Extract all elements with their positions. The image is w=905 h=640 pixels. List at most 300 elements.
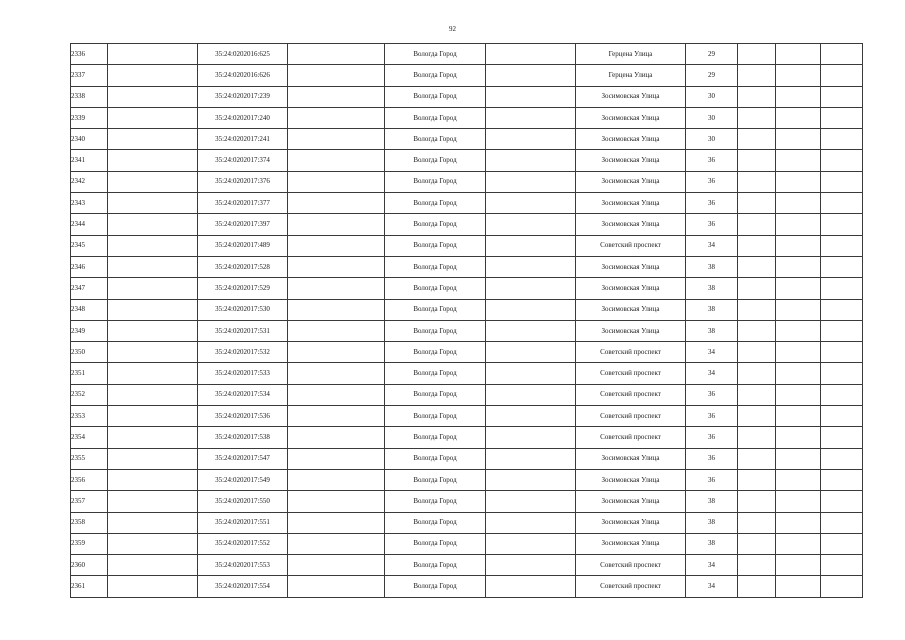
blank-cell-b: [288, 384, 385, 405]
cadastral-number-cell: 35:24:0202017:239: [198, 86, 288, 107]
blank-cell-d: [738, 44, 776, 65]
record-number-cell: 2350: [71, 342, 108, 363]
house-number-cell: 30: [686, 107, 738, 128]
cadastral-number-cell: 35:24:0202017:528: [198, 256, 288, 277]
blank-cell-f: [821, 235, 863, 256]
blank-cell-c: [486, 193, 576, 214]
record-number-cell: 2352: [71, 384, 108, 405]
locality-cell: Вологда Город: [385, 469, 486, 490]
table-row: [71, 235, 863, 256]
record-number-cell: 2356: [71, 469, 108, 490]
blank-cell-c: [486, 342, 576, 363]
blank-cell-b: [288, 256, 385, 277]
record-number-cell: 2359: [71, 533, 108, 554]
blank-cell-a: [108, 214, 198, 235]
blank-cell-a: [108, 555, 198, 576]
cadastral-number-cell: 35:24:0202017:240: [198, 107, 288, 128]
blank-cell-f: [821, 299, 863, 320]
blank-cell-a: [108, 171, 198, 192]
house-number-cell: 36: [686, 469, 738, 490]
house-number-cell: 29: [686, 44, 738, 65]
record-number-cell: 2347: [71, 278, 108, 299]
blank-cell-b: [288, 491, 385, 512]
table-row: [71, 384, 863, 405]
street-cell: Зосимовская Улица: [576, 320, 686, 341]
blank-cell-c: [486, 533, 576, 554]
record-number-cell: 2338: [71, 86, 108, 107]
blank-cell-a: [108, 129, 198, 150]
table-row: [71, 129, 863, 150]
blank-cell-f: [821, 384, 863, 405]
table-row: [71, 320, 863, 341]
blank-cell-e: [776, 193, 821, 214]
registry-table: [70, 43, 863, 598]
table-row: [71, 491, 863, 512]
blank-cell-a: [108, 299, 198, 320]
street-cell: Советский проспект: [576, 427, 686, 448]
blank-cell-d: [738, 235, 776, 256]
table-row: [71, 342, 863, 363]
locality-cell: Вологда Город: [385, 44, 486, 65]
table-row: [71, 278, 863, 299]
blank-cell-a: [108, 86, 198, 107]
blank-cell-d: [738, 406, 776, 427]
street-cell: Зосимовская Улица: [576, 512, 686, 533]
blank-cell-b: [288, 171, 385, 192]
blank-cell-c: [486, 363, 576, 384]
table-row: [71, 150, 863, 171]
blank-cell-e: [776, 107, 821, 128]
blank-cell-c: [486, 256, 576, 277]
record-number-cell: 2360: [71, 555, 108, 576]
blank-cell-b: [288, 576, 385, 597]
locality-cell: Вологда Город: [385, 235, 486, 256]
record-number-cell: 2349: [71, 320, 108, 341]
blank-cell-f: [821, 533, 863, 554]
street-cell: Зосимовская Улица: [576, 299, 686, 320]
locality-cell: Вологда Город: [385, 533, 486, 554]
street-cell: Зосимовская Улица: [576, 214, 686, 235]
street-cell: Советский проспект: [576, 384, 686, 405]
record-number-cell: 2348: [71, 299, 108, 320]
blank-cell-b: [288, 44, 385, 65]
house-number-cell: 38: [686, 256, 738, 277]
blank-cell-e: [776, 363, 821, 384]
blank-cell-a: [108, 406, 198, 427]
cadastral-number-cell: 35:24:0202017:550: [198, 491, 288, 512]
blank-cell-a: [108, 44, 198, 65]
table-row: [71, 576, 863, 597]
cadastral-number-cell: 35:24:0202017:549: [198, 469, 288, 490]
cadastral-number-cell: 35:24:0202016:625: [198, 44, 288, 65]
cadastral-number-cell: 35:24:0202017:489: [198, 235, 288, 256]
blank-cell-f: [821, 512, 863, 533]
blank-cell-d: [738, 193, 776, 214]
locality-cell: Вологда Город: [385, 278, 486, 299]
record-number-cell: 2361: [71, 576, 108, 597]
blank-cell-c: [486, 278, 576, 299]
locality-cell: Вологда Город: [385, 427, 486, 448]
locality-cell: Вологда Город: [385, 342, 486, 363]
blank-cell-f: [821, 86, 863, 107]
blank-cell-e: [776, 129, 821, 150]
blank-cell-b: [288, 320, 385, 341]
street-cell: Зосимовская Улица: [576, 107, 686, 128]
blank-cell-c: [486, 65, 576, 86]
street-cell: Зосимовская Улица: [576, 171, 686, 192]
blank-cell-e: [776, 278, 821, 299]
blank-cell-f: [821, 427, 863, 448]
blank-cell-d: [738, 65, 776, 86]
house-number-cell: 36: [686, 193, 738, 214]
street-cell: Советский проспект: [576, 576, 686, 597]
record-number-cell: 2345: [71, 235, 108, 256]
blank-cell-d: [738, 86, 776, 107]
cadastral-number-cell: 35:24:0202017:530: [198, 299, 288, 320]
locality-cell: Вологда Город: [385, 320, 486, 341]
record-number-cell: 2344: [71, 214, 108, 235]
blank-cell-a: [108, 469, 198, 490]
cadastral-number-cell: 35:24:0202017:532: [198, 342, 288, 363]
blank-cell-b: [288, 469, 385, 490]
street-cell: Зосимовская Улица: [576, 256, 686, 277]
table-row: [71, 406, 863, 427]
blank-cell-b: [288, 214, 385, 235]
blank-cell-f: [821, 193, 863, 214]
locality-cell: Вологда Город: [385, 491, 486, 512]
locality-cell: Вологда Город: [385, 256, 486, 277]
blank-cell-b: [288, 235, 385, 256]
blank-cell-d: [738, 107, 776, 128]
blank-cell-e: [776, 469, 821, 490]
blank-cell-e: [776, 555, 821, 576]
blank-cell-c: [486, 129, 576, 150]
registry-table-body: [71, 44, 863, 598]
house-number-cell: 34: [686, 576, 738, 597]
table-row: [71, 363, 863, 384]
house-number-cell: 38: [686, 278, 738, 299]
blank-cell-a: [108, 193, 198, 214]
blank-cell-f: [821, 256, 863, 277]
blank-cell-f: [821, 576, 863, 597]
blank-cell-b: [288, 299, 385, 320]
blank-cell-b: [288, 406, 385, 427]
blank-cell-f: [821, 469, 863, 490]
locality-cell: Вологда Город: [385, 193, 486, 214]
house-number-cell: 36: [686, 427, 738, 448]
blank-cell-f: [821, 363, 863, 384]
blank-cell-a: [108, 320, 198, 341]
blank-cell-d: [738, 342, 776, 363]
blank-cell-f: [821, 555, 863, 576]
table-row: [71, 427, 863, 448]
street-cell: Зосимовская Улица: [576, 533, 686, 554]
blank-cell-b: [288, 342, 385, 363]
blank-cell-f: [821, 278, 863, 299]
table-row: [71, 256, 863, 277]
table-row: [71, 107, 863, 128]
table-row: [71, 171, 863, 192]
blank-cell-d: [738, 150, 776, 171]
blank-cell-f: [821, 171, 863, 192]
blank-cell-d: [738, 278, 776, 299]
blank-cell-b: [288, 107, 385, 128]
blank-cell-a: [108, 65, 198, 86]
blank-cell-e: [776, 256, 821, 277]
blank-cell-e: [776, 171, 821, 192]
blank-cell-f: [821, 342, 863, 363]
blank-cell-d: [738, 363, 776, 384]
street-cell: Зосимовская Улица: [576, 150, 686, 171]
blank-cell-b: [288, 533, 385, 554]
house-number-cell: 38: [686, 533, 738, 554]
cadastral-number-cell: 35:24:0202017:536: [198, 406, 288, 427]
record-number-cell: 2354: [71, 427, 108, 448]
house-number-cell: 36: [686, 214, 738, 235]
blank-cell-f: [821, 448, 863, 469]
blank-cell-d: [738, 491, 776, 512]
blank-cell-c: [486, 427, 576, 448]
record-number-cell: 2357: [71, 491, 108, 512]
blank-cell-e: [776, 65, 821, 86]
blank-cell-c: [486, 512, 576, 533]
record-number-cell: 2351: [71, 363, 108, 384]
record-number-cell: 2353: [71, 406, 108, 427]
street-cell: Герцена Улица: [576, 44, 686, 65]
blank-cell-b: [288, 448, 385, 469]
blank-cell-c: [486, 469, 576, 490]
blank-cell-b: [288, 363, 385, 384]
blank-cell-b: [288, 129, 385, 150]
blank-cell-c: [486, 491, 576, 512]
locality-cell: Вологда Город: [385, 150, 486, 171]
table-row: [71, 299, 863, 320]
cadastral-number-cell: 35:24:0202017:553: [198, 555, 288, 576]
blank-cell-b: [288, 555, 385, 576]
blank-cell-d: [738, 384, 776, 405]
house-number-cell: 36: [686, 171, 738, 192]
house-number-cell: 38: [686, 299, 738, 320]
house-number-cell: 34: [686, 235, 738, 256]
record-number-cell: 2336: [71, 44, 108, 65]
blank-cell-d: [738, 427, 776, 448]
blank-cell-d: [738, 448, 776, 469]
blank-cell-c: [486, 214, 576, 235]
house-number-cell: 30: [686, 129, 738, 150]
blank-cell-a: [108, 278, 198, 299]
locality-cell: Вологда Город: [385, 171, 486, 192]
blank-cell-e: [776, 342, 821, 363]
table-row: [71, 533, 863, 554]
table-row: [71, 512, 863, 533]
blank-cell-a: [108, 363, 198, 384]
blank-cell-a: [108, 512, 198, 533]
street-cell: Советский проспект: [576, 363, 686, 384]
blank-cell-e: [776, 576, 821, 597]
house-number-cell: 38: [686, 512, 738, 533]
blank-cell-d: [738, 576, 776, 597]
blank-cell-d: [738, 320, 776, 341]
blank-cell-a: [108, 427, 198, 448]
cadastral-number-cell: 35:24:0202017:533: [198, 363, 288, 384]
locality-cell: Вологда Город: [385, 555, 486, 576]
blank-cell-a: [108, 342, 198, 363]
blank-cell-c: [486, 150, 576, 171]
street-cell: Зосимовская Улица: [576, 469, 686, 490]
cadastral-number-cell: 35:24:0202017:376: [198, 171, 288, 192]
record-number-cell: 2346: [71, 256, 108, 277]
blank-cell-c: [486, 555, 576, 576]
record-number-cell: 2358: [71, 512, 108, 533]
blank-cell-c: [486, 448, 576, 469]
blank-cell-d: [738, 555, 776, 576]
cadastral-number-cell: 35:24:0202017:529: [198, 278, 288, 299]
blank-cell-d: [738, 171, 776, 192]
house-number-cell: 38: [686, 320, 738, 341]
cadastral-number-cell: 35:24:0202017:552: [198, 533, 288, 554]
locality-cell: Вологда Город: [385, 406, 486, 427]
blank-cell-c: [486, 299, 576, 320]
table-row: [71, 86, 863, 107]
blank-cell-d: [738, 299, 776, 320]
locality-cell: Вологда Город: [385, 299, 486, 320]
cadastral-number-cell: 35:24:0202017:397: [198, 214, 288, 235]
blank-cell-c: [486, 406, 576, 427]
blank-cell-e: [776, 384, 821, 405]
blank-cell-b: [288, 512, 385, 533]
blank-cell-e: [776, 86, 821, 107]
blank-cell-a: [108, 384, 198, 405]
street-cell: Зосимовская Улица: [576, 129, 686, 150]
cadastral-number-cell: 35:24:0202017:377: [198, 193, 288, 214]
blank-cell-c: [486, 576, 576, 597]
cadastral-number-cell: 35:24:0202016:626: [198, 65, 288, 86]
street-cell: Зосимовская Улица: [576, 278, 686, 299]
locality-cell: Вологда Город: [385, 129, 486, 150]
record-number-cell: 2343: [71, 193, 108, 214]
blank-cell-f: [821, 129, 863, 150]
table-row: [71, 469, 863, 490]
table-row: [71, 448, 863, 469]
table-row: [71, 555, 863, 576]
street-cell: Советский проспект: [576, 342, 686, 363]
locality-cell: Вологда Город: [385, 107, 486, 128]
cadastral-number-cell: 35:24:0202017:241: [198, 129, 288, 150]
record-number-cell: 2341: [71, 150, 108, 171]
street-cell: Зосимовская Улица: [576, 86, 686, 107]
blank-cell-c: [486, 320, 576, 341]
house-number-cell: 30: [686, 86, 738, 107]
house-number-cell: 36: [686, 448, 738, 469]
cadastral-number-cell: 35:24:0202017:534: [198, 384, 288, 405]
blank-cell-e: [776, 299, 821, 320]
street-cell: Зосимовская Улица: [576, 193, 686, 214]
locality-cell: Вологда Город: [385, 448, 486, 469]
blank-cell-c: [486, 44, 576, 65]
blank-cell-c: [486, 107, 576, 128]
blank-cell-d: [738, 256, 776, 277]
cadastral-number-cell: 35:24:0202017:531: [198, 320, 288, 341]
record-number-cell: 2355: [71, 448, 108, 469]
blank-cell-e: [776, 512, 821, 533]
table-row: [71, 214, 863, 235]
locality-cell: Вологда Город: [385, 576, 486, 597]
record-number-cell: 2339: [71, 107, 108, 128]
blank-cell-a: [108, 533, 198, 554]
street-cell: Зосимовская Улица: [576, 491, 686, 512]
blank-cell-d: [738, 512, 776, 533]
blank-cell-b: [288, 150, 385, 171]
cadastral-number-cell: 35:24:0202017:538: [198, 427, 288, 448]
blank-cell-f: [821, 44, 863, 65]
blank-cell-a: [108, 235, 198, 256]
locality-cell: Вологда Город: [385, 65, 486, 86]
table-row: [71, 193, 863, 214]
locality-cell: Вологда Город: [385, 214, 486, 235]
street-cell: Советский проспект: [576, 235, 686, 256]
page-number: 92: [449, 25, 456, 33]
street-cell: Советский проспект: [576, 555, 686, 576]
house-number-cell: 38: [686, 491, 738, 512]
locality-cell: Вологда Город: [385, 86, 486, 107]
house-number-cell: 36: [686, 384, 738, 405]
cadastral-number-cell: 35:24:0202017:551: [198, 512, 288, 533]
house-number-cell: 34: [686, 342, 738, 363]
blank-cell-d: [738, 469, 776, 490]
blank-cell-a: [108, 448, 198, 469]
blank-cell-b: [288, 278, 385, 299]
house-number-cell: 34: [686, 555, 738, 576]
house-number-cell: 36: [686, 150, 738, 171]
blank-cell-d: [738, 214, 776, 235]
blank-cell-e: [776, 320, 821, 341]
blank-cell-c: [486, 171, 576, 192]
blank-cell-d: [738, 533, 776, 554]
blank-cell-c: [486, 235, 576, 256]
blank-cell-f: [821, 406, 863, 427]
blank-cell-e: [776, 235, 821, 256]
blank-cell-a: [108, 107, 198, 128]
blank-cell-f: [821, 491, 863, 512]
cadastral-number-cell: 35:24:0202017:374: [198, 150, 288, 171]
blank-cell-e: [776, 214, 821, 235]
blank-cell-a: [108, 491, 198, 512]
blank-cell-f: [821, 150, 863, 171]
blank-cell-f: [821, 107, 863, 128]
blank-cell-c: [486, 384, 576, 405]
blank-cell-c: [486, 86, 576, 107]
blank-cell-e: [776, 448, 821, 469]
locality-cell: Вологда Город: [385, 363, 486, 384]
blank-cell-a: [108, 256, 198, 277]
table-row: [71, 44, 863, 65]
house-number-cell: 29: [686, 65, 738, 86]
blank-cell-d: [738, 129, 776, 150]
cadastral-number-cell: 35:24:0202017:547: [198, 448, 288, 469]
house-number-cell: 34: [686, 363, 738, 384]
blank-cell-b: [288, 193, 385, 214]
blank-cell-e: [776, 150, 821, 171]
record-number-cell: 2337: [71, 65, 108, 86]
blank-cell-b: [288, 427, 385, 448]
blank-cell-f: [821, 65, 863, 86]
blank-cell-a: [108, 576, 198, 597]
record-number-cell: 2340: [71, 129, 108, 150]
street-cell: Зосимовская Улица: [576, 448, 686, 469]
cadastral-number-cell: 35:24:0202017:554: [198, 576, 288, 597]
locality-cell: Вологда Город: [385, 512, 486, 533]
locality-cell: Вологда Город: [385, 384, 486, 405]
